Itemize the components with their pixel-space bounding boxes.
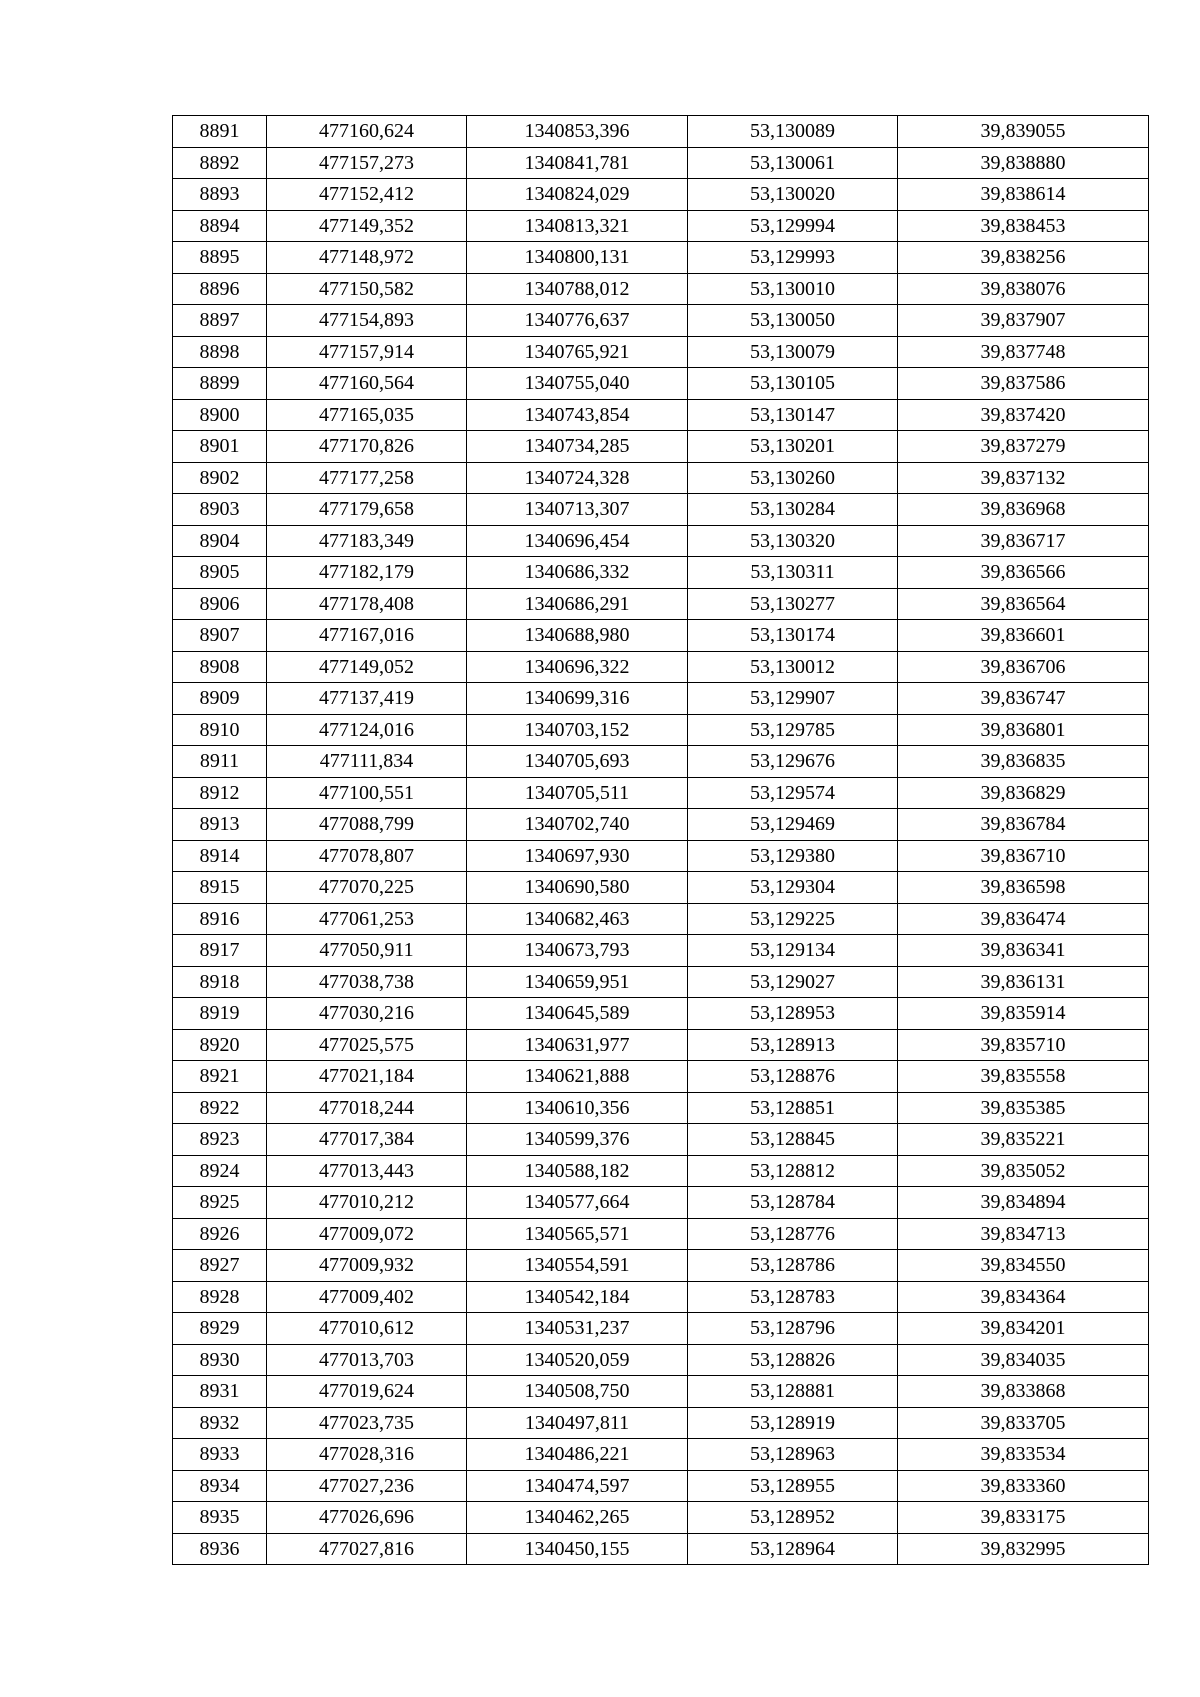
latitude-cell: 53,128826 bbox=[688, 1344, 898, 1376]
point-number-cell: 8935 bbox=[173, 1502, 267, 1534]
point-number-cell: 8936 bbox=[173, 1533, 267, 1565]
y-coordinate-cell: 1340713,307 bbox=[467, 494, 688, 526]
point-number-cell: 8912 bbox=[173, 777, 267, 809]
point-number-cell: 8918 bbox=[173, 966, 267, 998]
longitude-cell: 39,833175 bbox=[898, 1502, 1149, 1534]
y-coordinate-cell: 1340621,888 bbox=[467, 1061, 688, 1093]
longitude-cell: 39,838614 bbox=[898, 179, 1149, 211]
x-coordinate-cell: 477149,052 bbox=[267, 651, 467, 683]
x-coordinate-cell: 477150,582 bbox=[267, 273, 467, 305]
x-coordinate-cell: 477025,575 bbox=[267, 1029, 467, 1061]
x-coordinate-cell: 477100,551 bbox=[267, 777, 467, 809]
longitude-cell: 39,833534 bbox=[898, 1439, 1149, 1471]
longitude-cell: 39,833360 bbox=[898, 1470, 1149, 1502]
point-number-cell: 8916 bbox=[173, 903, 267, 935]
y-coordinate-cell: 1340755,040 bbox=[467, 368, 688, 400]
longitude-cell: 39,836835 bbox=[898, 746, 1149, 778]
longitude-cell: 39,836341 bbox=[898, 935, 1149, 967]
y-coordinate-cell: 1340577,664 bbox=[467, 1187, 688, 1219]
table-row bbox=[173, 1344, 1149, 1376]
latitude-cell: 53,129469 bbox=[688, 809, 898, 841]
coordinates-table-body bbox=[173, 116, 1149, 1565]
longitude-cell: 39,836706 bbox=[898, 651, 1149, 683]
table-row bbox=[173, 1470, 1149, 1502]
y-coordinate-cell: 1340599,376 bbox=[467, 1124, 688, 1156]
latitude-cell: 53,129993 bbox=[688, 242, 898, 274]
y-coordinate-cell: 1340743,854 bbox=[467, 399, 688, 431]
x-coordinate-cell: 477030,216 bbox=[267, 998, 467, 1030]
longitude-cell: 39,838453 bbox=[898, 210, 1149, 242]
x-coordinate-cell: 477028,316 bbox=[267, 1439, 467, 1471]
latitude-cell: 53,130010 bbox=[688, 273, 898, 305]
point-number-cell: 8921 bbox=[173, 1061, 267, 1093]
table-row bbox=[173, 399, 1149, 431]
x-coordinate-cell: 477178,408 bbox=[267, 588, 467, 620]
y-coordinate-cell: 1340705,511 bbox=[467, 777, 688, 809]
latitude-cell: 53,129134 bbox=[688, 935, 898, 967]
latitude-cell: 53,128796 bbox=[688, 1313, 898, 1345]
table-row bbox=[173, 368, 1149, 400]
longitude-cell: 39,836598 bbox=[898, 872, 1149, 904]
table-row bbox=[173, 210, 1149, 242]
point-number-cell: 8920 bbox=[173, 1029, 267, 1061]
point-number-cell: 8914 bbox=[173, 840, 267, 872]
longitude-cell: 39,838076 bbox=[898, 273, 1149, 305]
x-coordinate-cell: 477050,911 bbox=[267, 935, 467, 967]
y-coordinate-cell: 1340696,454 bbox=[467, 525, 688, 557]
longitude-cell: 39,833868 bbox=[898, 1376, 1149, 1408]
y-coordinate-cell: 1340474,597 bbox=[467, 1470, 688, 1502]
table-row bbox=[173, 1313, 1149, 1345]
latitude-cell: 53,128919 bbox=[688, 1407, 898, 1439]
x-coordinate-cell: 477009,932 bbox=[267, 1250, 467, 1282]
latitude-cell: 53,128952 bbox=[688, 1502, 898, 1534]
point-number-cell: 8927 bbox=[173, 1250, 267, 1282]
table-row bbox=[173, 1155, 1149, 1187]
longitude-cell: 39,837586 bbox=[898, 368, 1149, 400]
y-coordinate-cell: 1340813,321 bbox=[467, 210, 688, 242]
table-row bbox=[173, 903, 1149, 935]
table-row bbox=[173, 431, 1149, 463]
x-coordinate-cell: 477026,696 bbox=[267, 1502, 467, 1534]
table-row bbox=[173, 809, 1149, 841]
latitude-cell: 53,128812 bbox=[688, 1155, 898, 1187]
x-coordinate-cell: 477179,658 bbox=[267, 494, 467, 526]
y-coordinate-cell: 1340645,589 bbox=[467, 998, 688, 1030]
point-number-cell: 8919 bbox=[173, 998, 267, 1030]
longitude-cell: 39,836801 bbox=[898, 714, 1149, 746]
table-row bbox=[173, 1250, 1149, 1282]
latitude-cell: 53,129785 bbox=[688, 714, 898, 746]
x-coordinate-cell: 477170,826 bbox=[267, 431, 467, 463]
point-number-cell: 8905 bbox=[173, 557, 267, 589]
y-coordinate-cell: 1340800,131 bbox=[467, 242, 688, 274]
x-coordinate-cell: 477165,035 bbox=[267, 399, 467, 431]
longitude-cell: 39,836784 bbox=[898, 809, 1149, 841]
latitude-cell: 53,130260 bbox=[688, 462, 898, 494]
latitude-cell: 53,128783 bbox=[688, 1281, 898, 1313]
point-number-cell: 8925 bbox=[173, 1187, 267, 1219]
point-number-cell: 8904 bbox=[173, 525, 267, 557]
table-row bbox=[173, 305, 1149, 337]
longitude-cell: 39,835914 bbox=[898, 998, 1149, 1030]
latitude-cell: 53,130284 bbox=[688, 494, 898, 526]
y-coordinate-cell: 1340497,811 bbox=[467, 1407, 688, 1439]
latitude-cell: 53,130050 bbox=[688, 305, 898, 337]
table-row bbox=[173, 1187, 1149, 1219]
table-row bbox=[173, 966, 1149, 998]
latitude-cell: 53,128913 bbox=[688, 1029, 898, 1061]
longitude-cell: 39,836717 bbox=[898, 525, 1149, 557]
longitude-cell: 39,839055 bbox=[898, 116, 1149, 148]
x-coordinate-cell: 477177,258 bbox=[267, 462, 467, 494]
y-coordinate-cell: 1340520,059 bbox=[467, 1344, 688, 1376]
table-row bbox=[173, 746, 1149, 778]
x-coordinate-cell: 477167,016 bbox=[267, 620, 467, 652]
x-coordinate-cell: 477010,612 bbox=[267, 1313, 467, 1345]
point-number-cell: 8915 bbox=[173, 872, 267, 904]
y-coordinate-cell: 1340690,580 bbox=[467, 872, 688, 904]
table-row bbox=[173, 840, 1149, 872]
longitude-cell: 39,834364 bbox=[898, 1281, 1149, 1313]
x-coordinate-cell: 477023,735 bbox=[267, 1407, 467, 1439]
y-coordinate-cell: 1340588,182 bbox=[467, 1155, 688, 1187]
x-coordinate-cell: 477017,384 bbox=[267, 1124, 467, 1156]
table-row bbox=[173, 998, 1149, 1030]
point-number-cell: 8908 bbox=[173, 651, 267, 683]
table-row bbox=[173, 242, 1149, 274]
x-coordinate-cell: 477137,419 bbox=[267, 683, 467, 715]
table-row bbox=[173, 1407, 1149, 1439]
longitude-cell: 39,837420 bbox=[898, 399, 1149, 431]
point-number-cell: 8903 bbox=[173, 494, 267, 526]
table-row bbox=[173, 620, 1149, 652]
longitude-cell: 39,835710 bbox=[898, 1029, 1149, 1061]
point-number-cell: 8933 bbox=[173, 1439, 267, 1471]
x-coordinate-cell: 477013,443 bbox=[267, 1155, 467, 1187]
point-number-cell: 8931 bbox=[173, 1376, 267, 1408]
x-coordinate-cell: 477013,703 bbox=[267, 1344, 467, 1376]
latitude-cell: 53,129907 bbox=[688, 683, 898, 715]
point-number-cell: 8892 bbox=[173, 147, 267, 179]
x-coordinate-cell: 477152,412 bbox=[267, 179, 467, 211]
latitude-cell: 53,128776 bbox=[688, 1218, 898, 1250]
y-coordinate-cell: 1340542,184 bbox=[467, 1281, 688, 1313]
point-number-cell: 8907 bbox=[173, 620, 267, 652]
x-coordinate-cell: 477124,016 bbox=[267, 714, 467, 746]
longitude-cell: 39,836566 bbox=[898, 557, 1149, 589]
point-number-cell: 8895 bbox=[173, 242, 267, 274]
x-coordinate-cell: 477111,834 bbox=[267, 746, 467, 778]
point-number-cell: 8896 bbox=[173, 273, 267, 305]
longitude-cell: 39,834894 bbox=[898, 1187, 1149, 1219]
point-number-cell: 8911 bbox=[173, 746, 267, 778]
latitude-cell: 53,128955 bbox=[688, 1470, 898, 1502]
latitude-cell: 53,128876 bbox=[688, 1061, 898, 1093]
table-row bbox=[173, 1533, 1149, 1565]
latitude-cell: 53,128963 bbox=[688, 1439, 898, 1471]
table-row bbox=[173, 336, 1149, 368]
table-row bbox=[173, 1124, 1149, 1156]
latitude-cell: 53,130147 bbox=[688, 399, 898, 431]
table-row bbox=[173, 494, 1149, 526]
longitude-cell: 39,836564 bbox=[898, 588, 1149, 620]
x-coordinate-cell: 477010,212 bbox=[267, 1187, 467, 1219]
x-coordinate-cell: 477149,352 bbox=[267, 210, 467, 242]
longitude-cell: 39,837279 bbox=[898, 431, 1149, 463]
longitude-cell: 39,833705 bbox=[898, 1407, 1149, 1439]
y-coordinate-cell: 1340734,285 bbox=[467, 431, 688, 463]
latitude-cell: 53,129027 bbox=[688, 966, 898, 998]
latitude-cell: 53,130079 bbox=[688, 336, 898, 368]
table-row bbox=[173, 872, 1149, 904]
y-coordinate-cell: 1340682,463 bbox=[467, 903, 688, 935]
longitude-cell: 39,836829 bbox=[898, 777, 1149, 809]
point-number-cell: 8901 bbox=[173, 431, 267, 463]
y-coordinate-cell: 1340841,781 bbox=[467, 147, 688, 179]
x-coordinate-cell: 477157,914 bbox=[267, 336, 467, 368]
latitude-cell: 53,130277 bbox=[688, 588, 898, 620]
x-coordinate-cell: 477070,225 bbox=[267, 872, 467, 904]
longitude-cell: 39,832995 bbox=[898, 1533, 1149, 1565]
x-coordinate-cell: 477148,972 bbox=[267, 242, 467, 274]
point-number-cell: 8898 bbox=[173, 336, 267, 368]
y-coordinate-cell: 1340450,155 bbox=[467, 1533, 688, 1565]
table-row bbox=[173, 1029, 1149, 1061]
y-coordinate-cell: 1340703,152 bbox=[467, 714, 688, 746]
table-row bbox=[173, 1376, 1149, 1408]
y-coordinate-cell: 1340765,921 bbox=[467, 336, 688, 368]
latitude-cell: 53,128786 bbox=[688, 1250, 898, 1282]
table-row bbox=[173, 1281, 1149, 1313]
x-coordinate-cell: 477019,624 bbox=[267, 1376, 467, 1408]
table-row bbox=[173, 147, 1149, 179]
x-coordinate-cell: 477027,236 bbox=[267, 1470, 467, 1502]
point-number-cell: 8930 bbox=[173, 1344, 267, 1376]
point-number-cell: 8893 bbox=[173, 179, 267, 211]
point-number-cell: 8932 bbox=[173, 1407, 267, 1439]
latitude-cell: 53,129994 bbox=[688, 210, 898, 242]
latitude-cell: 53,130311 bbox=[688, 557, 898, 589]
y-coordinate-cell: 1340659,951 bbox=[467, 966, 688, 998]
y-coordinate-cell: 1340631,977 bbox=[467, 1029, 688, 1061]
y-coordinate-cell: 1340686,332 bbox=[467, 557, 688, 589]
point-number-cell: 8891 bbox=[173, 116, 267, 148]
x-coordinate-cell: 477154,893 bbox=[267, 305, 467, 337]
y-coordinate-cell: 1340686,291 bbox=[467, 588, 688, 620]
x-coordinate-cell: 477061,253 bbox=[267, 903, 467, 935]
table-row bbox=[173, 1061, 1149, 1093]
y-coordinate-cell: 1340699,316 bbox=[467, 683, 688, 715]
table-row bbox=[173, 1218, 1149, 1250]
x-coordinate-cell: 477027,816 bbox=[267, 1533, 467, 1565]
point-number-cell: 8929 bbox=[173, 1313, 267, 1345]
x-coordinate-cell: 477157,273 bbox=[267, 147, 467, 179]
table-row bbox=[173, 462, 1149, 494]
table-row bbox=[173, 683, 1149, 715]
latitude-cell: 53,130089 bbox=[688, 116, 898, 148]
point-number-cell: 8897 bbox=[173, 305, 267, 337]
latitude-cell: 53,129574 bbox=[688, 777, 898, 809]
y-coordinate-cell: 1340673,793 bbox=[467, 935, 688, 967]
point-number-cell: 8900 bbox=[173, 399, 267, 431]
latitude-cell: 53,130201 bbox=[688, 431, 898, 463]
y-coordinate-cell: 1340824,029 bbox=[467, 179, 688, 211]
longitude-cell: 39,834201 bbox=[898, 1313, 1149, 1345]
latitude-cell: 53,130320 bbox=[688, 525, 898, 557]
longitude-cell: 39,837748 bbox=[898, 336, 1149, 368]
x-coordinate-cell: 477018,244 bbox=[267, 1092, 467, 1124]
table-row bbox=[173, 777, 1149, 809]
longitude-cell: 39,836131 bbox=[898, 966, 1149, 998]
longitude-cell: 39,835385 bbox=[898, 1092, 1149, 1124]
x-coordinate-cell: 477009,072 bbox=[267, 1218, 467, 1250]
y-coordinate-cell: 1340696,322 bbox=[467, 651, 688, 683]
y-coordinate-cell: 1340853,396 bbox=[467, 116, 688, 148]
table-row bbox=[173, 714, 1149, 746]
table-row bbox=[173, 935, 1149, 967]
longitude-cell: 39,836968 bbox=[898, 494, 1149, 526]
longitude-cell: 39,836747 bbox=[898, 683, 1149, 715]
point-number-cell: 8923 bbox=[173, 1124, 267, 1156]
latitude-cell: 53,128953 bbox=[688, 998, 898, 1030]
y-coordinate-cell: 1340776,637 bbox=[467, 305, 688, 337]
point-number-cell: 8928 bbox=[173, 1281, 267, 1313]
point-number-cell: 8934 bbox=[173, 1470, 267, 1502]
longitude-cell: 39,838880 bbox=[898, 147, 1149, 179]
y-coordinate-cell: 1340788,012 bbox=[467, 273, 688, 305]
longitude-cell: 39,837132 bbox=[898, 462, 1149, 494]
longitude-cell: 39,836474 bbox=[898, 903, 1149, 935]
table-row bbox=[173, 651, 1149, 683]
point-number-cell: 8902 bbox=[173, 462, 267, 494]
table-row bbox=[173, 588, 1149, 620]
point-number-cell: 8906 bbox=[173, 588, 267, 620]
latitude-cell: 53,130174 bbox=[688, 620, 898, 652]
point-number-cell: 8922 bbox=[173, 1092, 267, 1124]
point-number-cell: 8926 bbox=[173, 1218, 267, 1250]
y-coordinate-cell: 1340688,980 bbox=[467, 620, 688, 652]
table-row bbox=[173, 273, 1149, 305]
longitude-cell: 39,834713 bbox=[898, 1218, 1149, 1250]
y-coordinate-cell: 1340554,591 bbox=[467, 1250, 688, 1282]
longitude-cell: 39,834550 bbox=[898, 1250, 1149, 1282]
latitude-cell: 53,128851 bbox=[688, 1092, 898, 1124]
y-coordinate-cell: 1340702,740 bbox=[467, 809, 688, 841]
coordinates-table bbox=[172, 115, 1149, 1565]
y-coordinate-cell: 1340610,356 bbox=[467, 1092, 688, 1124]
y-coordinate-cell: 1340531,237 bbox=[467, 1313, 688, 1345]
latitude-cell: 53,129380 bbox=[688, 840, 898, 872]
table-row bbox=[173, 557, 1149, 589]
x-coordinate-cell: 477038,738 bbox=[267, 966, 467, 998]
x-coordinate-cell: 477021,184 bbox=[267, 1061, 467, 1093]
table-row bbox=[173, 525, 1149, 557]
longitude-cell: 39,837907 bbox=[898, 305, 1149, 337]
y-coordinate-cell: 1340565,571 bbox=[467, 1218, 688, 1250]
table-row bbox=[173, 116, 1149, 148]
y-coordinate-cell: 1340697,930 bbox=[467, 840, 688, 872]
point-number-cell: 8917 bbox=[173, 935, 267, 967]
longitude-cell: 39,835221 bbox=[898, 1124, 1149, 1156]
y-coordinate-cell: 1340486,221 bbox=[467, 1439, 688, 1471]
longitude-cell: 39,835052 bbox=[898, 1155, 1149, 1187]
longitude-cell: 39,834035 bbox=[898, 1344, 1149, 1376]
point-number-cell: 8899 bbox=[173, 368, 267, 400]
latitude-cell: 53,130061 bbox=[688, 147, 898, 179]
latitude-cell: 53,129676 bbox=[688, 746, 898, 778]
x-coordinate-cell: 477088,799 bbox=[267, 809, 467, 841]
latitude-cell: 53,128881 bbox=[688, 1376, 898, 1408]
y-coordinate-cell: 1340724,328 bbox=[467, 462, 688, 494]
longitude-cell: 39,836601 bbox=[898, 620, 1149, 652]
latitude-cell: 53,130105 bbox=[688, 368, 898, 400]
x-coordinate-cell: 477182,179 bbox=[267, 557, 467, 589]
point-number-cell: 8910 bbox=[173, 714, 267, 746]
latitude-cell: 53,128845 bbox=[688, 1124, 898, 1156]
latitude-cell: 53,128784 bbox=[688, 1187, 898, 1219]
latitude-cell: 53,129304 bbox=[688, 872, 898, 904]
table-row bbox=[173, 1092, 1149, 1124]
point-number-cell: 8913 bbox=[173, 809, 267, 841]
longitude-cell: 39,838256 bbox=[898, 242, 1149, 274]
x-coordinate-cell: 477078,807 bbox=[267, 840, 467, 872]
table-row bbox=[173, 179, 1149, 211]
point-number-cell: 8909 bbox=[173, 683, 267, 715]
x-coordinate-cell: 477160,624 bbox=[267, 116, 467, 148]
longitude-cell: 39,836710 bbox=[898, 840, 1149, 872]
y-coordinate-cell: 1340705,693 bbox=[467, 746, 688, 778]
x-coordinate-cell: 477009,402 bbox=[267, 1281, 467, 1313]
latitude-cell: 53,130012 bbox=[688, 651, 898, 683]
latitude-cell: 53,129225 bbox=[688, 903, 898, 935]
x-coordinate-cell: 477160,564 bbox=[267, 368, 467, 400]
longitude-cell: 39,835558 bbox=[898, 1061, 1149, 1093]
latitude-cell: 53,130020 bbox=[688, 179, 898, 211]
point-number-cell: 8924 bbox=[173, 1155, 267, 1187]
latitude-cell: 53,128964 bbox=[688, 1533, 898, 1565]
table-row bbox=[173, 1502, 1149, 1534]
y-coordinate-cell: 1340508,750 bbox=[467, 1376, 688, 1408]
table-row bbox=[173, 1439, 1149, 1471]
x-coordinate-cell: 477183,349 bbox=[267, 525, 467, 557]
point-number-cell: 8894 bbox=[173, 210, 267, 242]
y-coordinate-cell: 1340462,265 bbox=[467, 1502, 688, 1534]
